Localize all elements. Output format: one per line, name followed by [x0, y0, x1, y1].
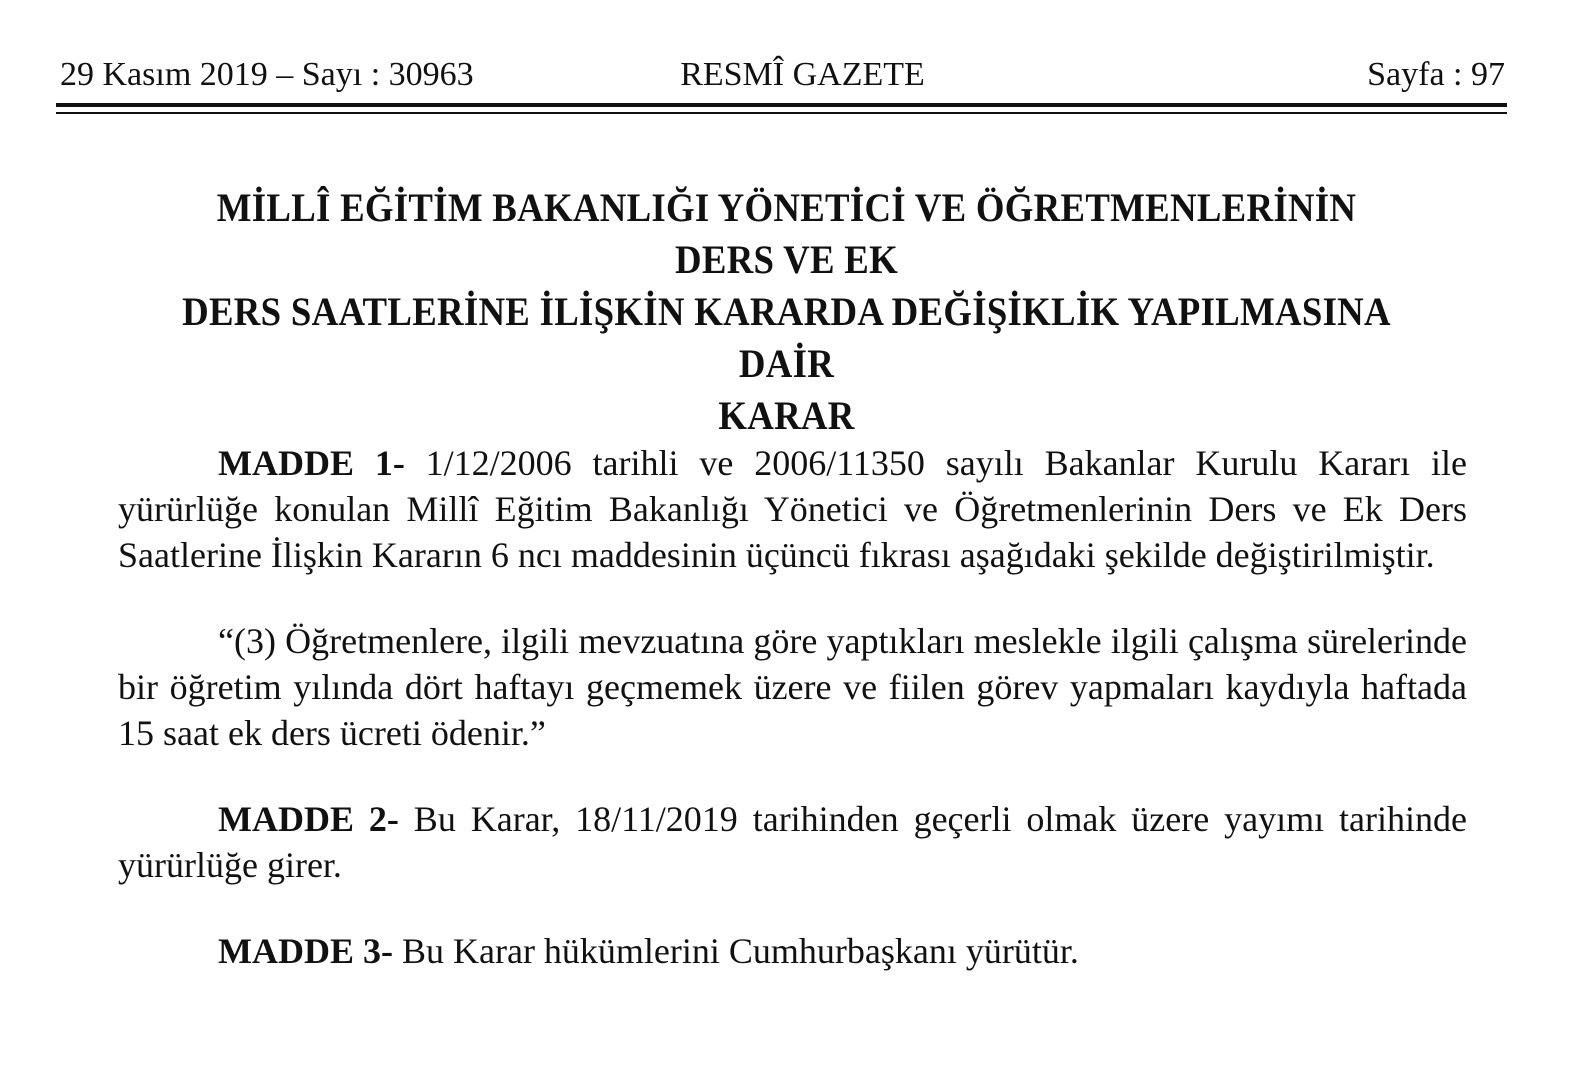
article-1-amendment-text	[118, 618, 1467, 756]
article-2-label: MADDE 2-	[218, 799, 399, 839]
article-3	[118, 928, 1467, 974]
title-line-2: DERS SAATLERİNE İLİŞKİN KARARDA DEĞİŞİKLİK YAPILMASINA DAİR	[182, 289, 1391, 386]
article-1-label: MADDE 1-	[218, 443, 405, 483]
amendment-text: “(3) Öğretmenlere, ilgili mevzuatına göre yaptıkları meslekle ilgili çalışma sürelerinde bir öğretim yılında dört haftayı geçmemek üzere ve fiilen görev yapmaları kaydıyla haftada 15 saat ek ders ücreti ödenir.”	[118, 621, 1467, 753]
header-rule-thick	[56, 103, 1507, 107]
article-1	[118, 440, 1467, 578]
issue-date-number: 29 Kasım 2019 – Sayı : 30963	[60, 56, 474, 93]
title-line-1: MİLLÎ EĞİTİM BAKANLIĞI YÖNETİCİ VE ÖĞRETMENLERİNİN DERS VE EK	[216, 185, 1357, 282]
header-rule-thin	[56, 112, 1507, 114]
article-3-text: Bu Karar hükümlerini Cumhurbaşkanı yürütür.	[392, 931, 1079, 971]
article-1-text: 1/12/2006 tarihli ve 2006/11350 sayılı Bakanlar Kurulu Kararı ile yürürlüğe konulan Millî Eğitim Bakanlığı Yönetici ve Öğretmenlerinin Ders ve Ek Ders Saatlerine İlişkin Kararın 6 ncı maddesinin üçüncü fıkrası aşağıdaki şekilde değiştirilmiştir.	[118, 443, 1467, 575]
article-2-text: Bu Karar, 18/11/2019 tarihinden geçerli olmak üzere yayımı tarihinde yürürlüğe girer.	[118, 799, 1467, 885]
article-3-label: MADDE 3-	[218, 931, 393, 971]
title-line-3: KARAR	[718, 393, 855, 438]
decision-title	[164, 182, 1409, 442]
document-body	[118, 440, 1467, 1014]
page-number: Sayfa : 97	[1367, 56, 1505, 93]
article-2	[118, 796, 1467, 888]
page-header	[60, 50, 1505, 100]
publication-name: RESMÎ GAZETE	[680, 56, 925, 93]
